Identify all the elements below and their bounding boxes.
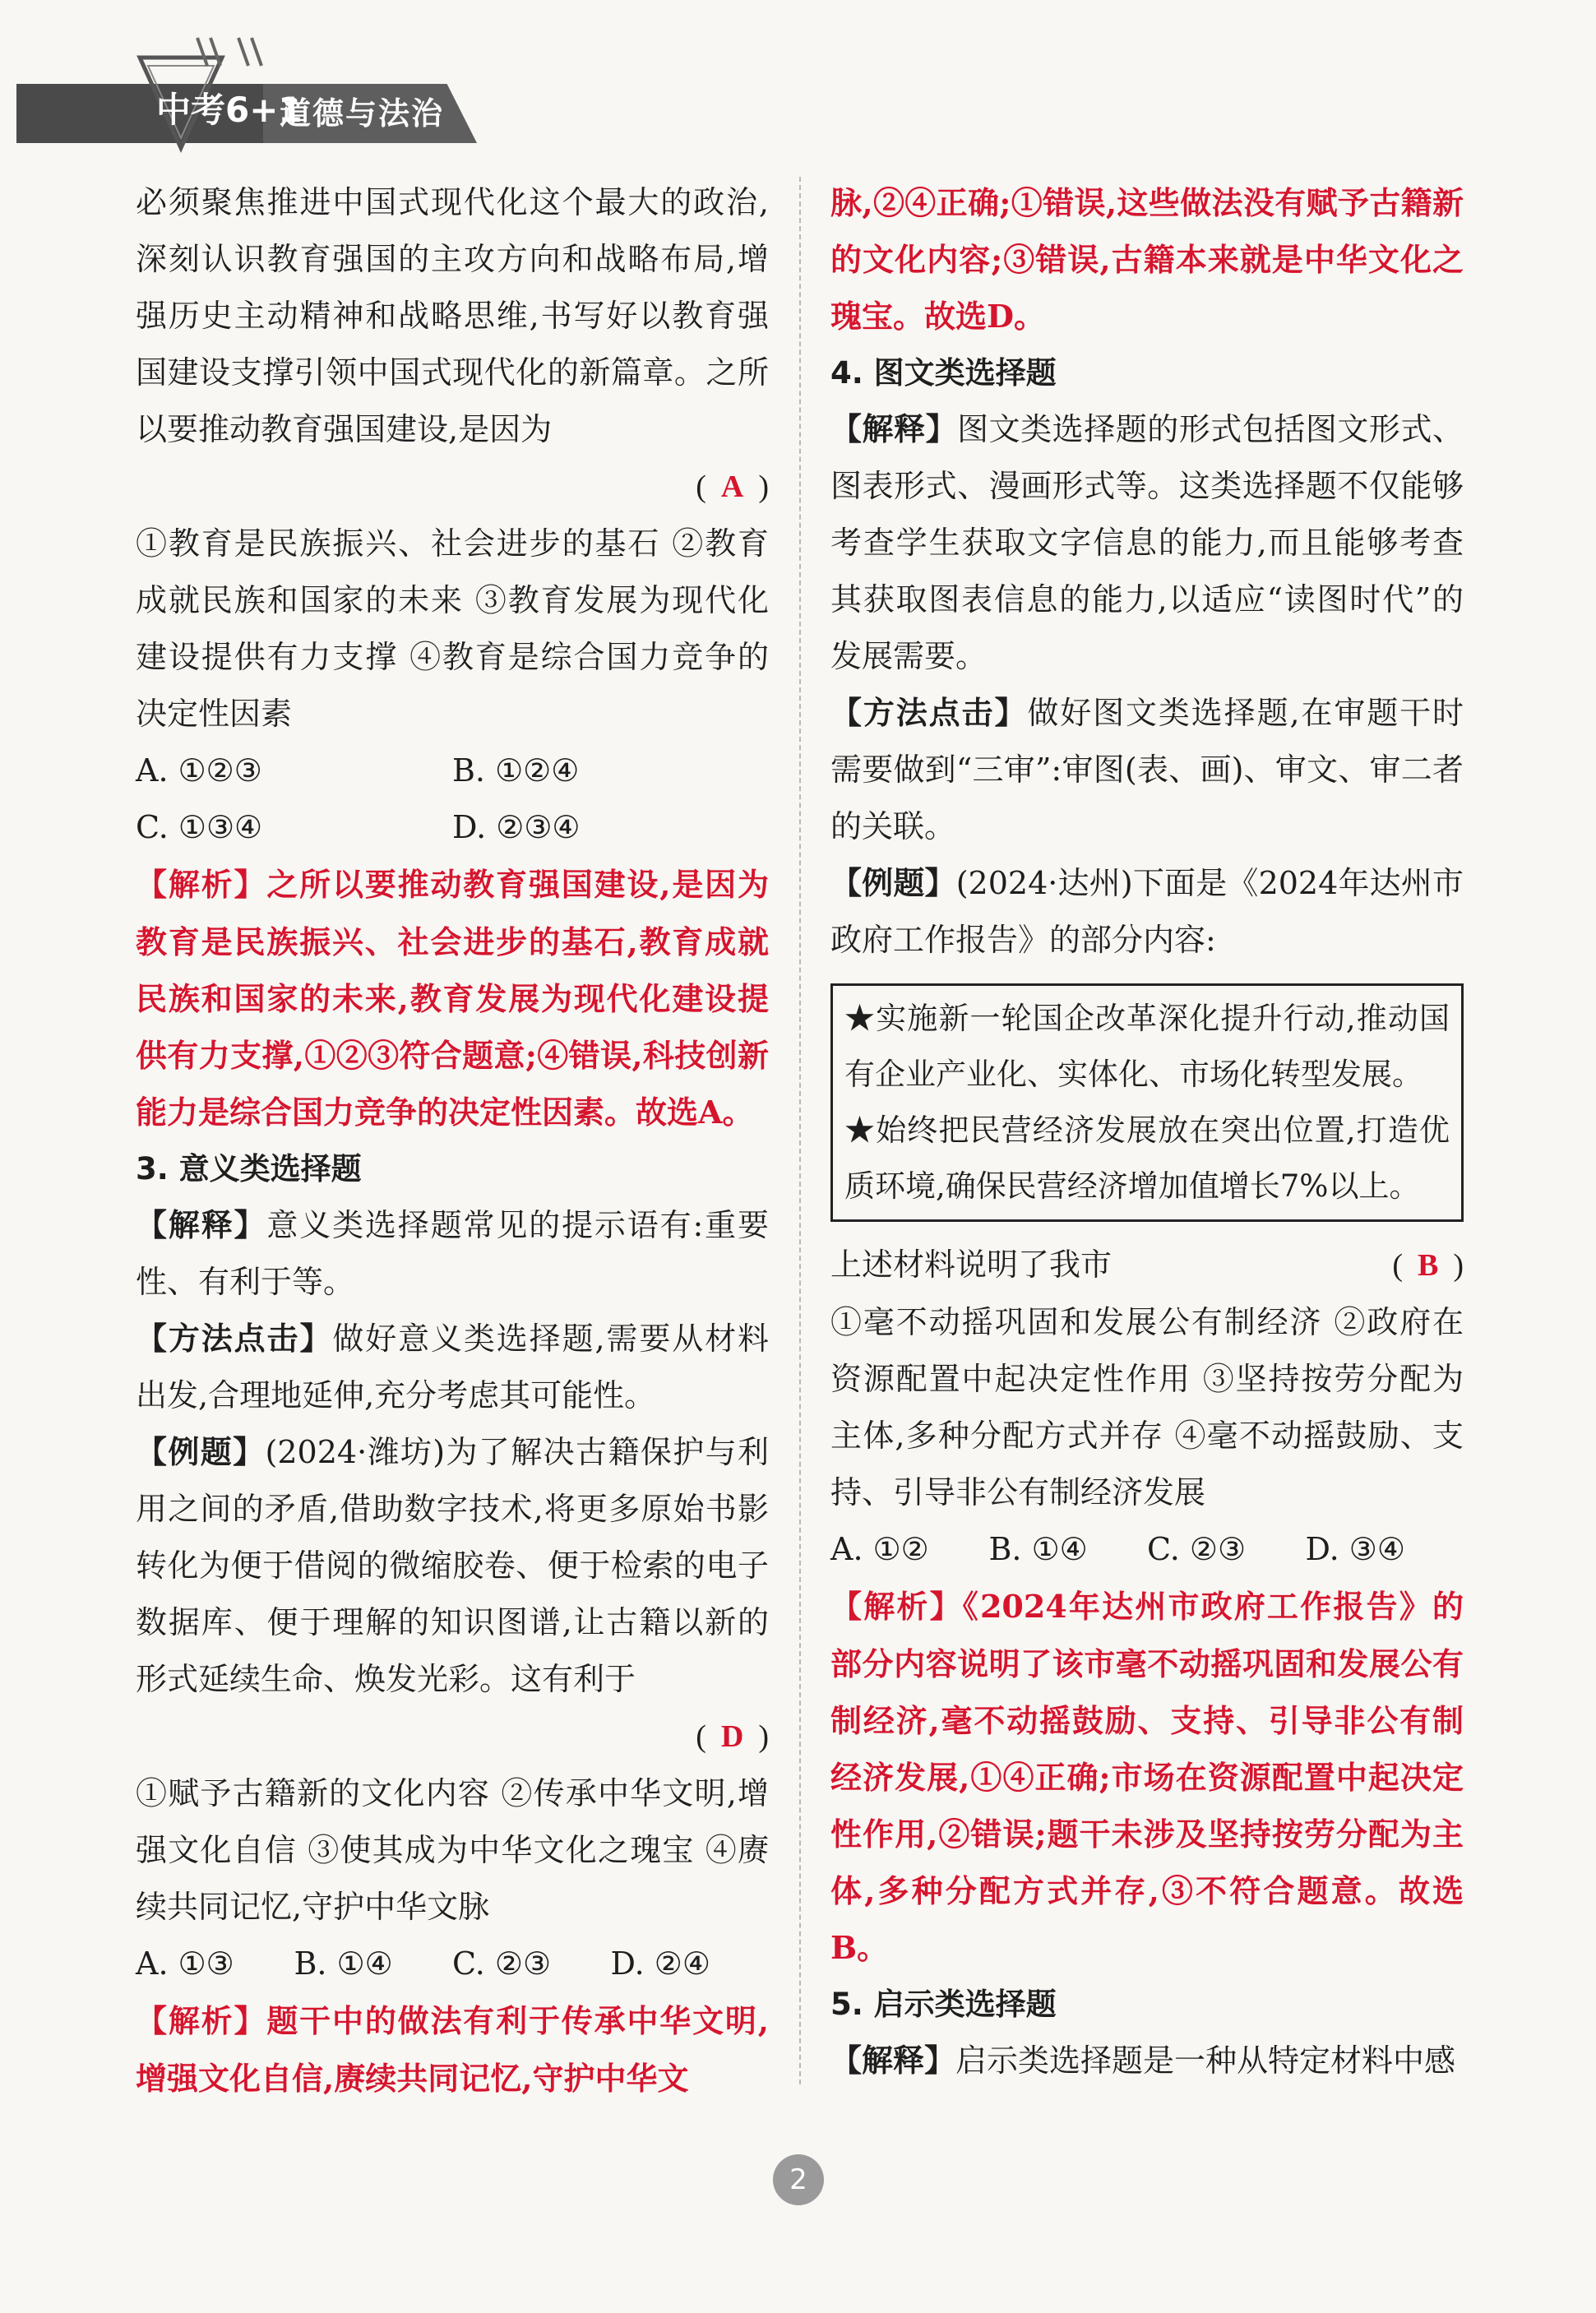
example-source: (2024·达州) xyxy=(955,865,1133,901)
example-tag: 【例题】 xyxy=(830,865,956,901)
example-tag: 【例题】 xyxy=(136,1434,266,1470)
material-item: ★实施新一轮国企改革深化提升行动,推动国有企业产业化、实体化、市场化转型发展。 xyxy=(844,1001,1450,1092)
logo-text: 中考6+1 xyxy=(156,90,303,130)
analysis-continued: 脉,②④正确;①错误,这些做法没有赋予古籍新的文化内容;③错误,古籍本来就是中华文化之瑰宝。故选D。 xyxy=(830,184,1464,335)
method-tag: 【方法点击】 xyxy=(830,695,1028,731)
page-header xyxy=(0,33,543,189)
method-tag: 【方法点击】 xyxy=(136,1321,333,1357)
answer-line: ( B ) xyxy=(1392,1237,1464,1294)
left-column xyxy=(136,174,769,2107)
example-source: (2024·潍坊) xyxy=(265,1434,446,1470)
answer-options xyxy=(830,1521,1464,1578)
subject-title: 道德与法治 xyxy=(280,95,445,132)
explain xyxy=(830,401,1464,685)
method xyxy=(136,1311,769,1424)
explain-tag: 【解释】 xyxy=(830,411,958,447)
option-d: D. ③④ xyxy=(1305,1531,1405,1567)
example xyxy=(830,855,1464,969)
answer-line: ( D ) xyxy=(696,1719,769,1754)
question-stem-line xyxy=(830,1237,1464,1294)
example-text: 下面是《2024年达州市政府工作报告》的部分内容: xyxy=(830,865,1464,958)
analysis-tag: 【解析】 xyxy=(136,2003,267,2039)
answer-options xyxy=(136,1936,769,1992)
option-a: A. ①②③ xyxy=(136,752,262,789)
option-c: C. ②③ xyxy=(452,1945,552,1982)
section-heading: 4. 图文类选择题 xyxy=(830,355,1057,391)
question-statements: ①毫不动摇巩固和发展公有制经济 ②政府在资源配置中起决定性作用 ③坚持按劳分配为主体,多种分配方式并存 ④毫不动摇鼓励、支持、引导非公有制经济发展 xyxy=(830,1304,1464,1510)
column-divider xyxy=(799,177,801,2084)
explain-tag: 【解释】 xyxy=(136,1207,267,1243)
option-b: B. ①④ xyxy=(988,1531,1088,1567)
answer-letter: B xyxy=(1417,1248,1439,1283)
right-column xyxy=(830,174,1464,2089)
answer-options xyxy=(136,799,769,856)
answer-line: ( A ) xyxy=(696,470,769,504)
section-heading: 3. 意义类选择题 xyxy=(136,1151,362,1187)
answer-options xyxy=(136,742,769,799)
analysis-tag: 【解析】 xyxy=(136,867,267,903)
analysis-text: 《2024年达州市政府工作报告》的部分内容说明了该市毫不动摇巩固和发展公有制经济,毫不动摇鼓励、支持、引导非公有制经济发展,①④正确;市场在资源配置中起决定性作用,②错误;题干未涉及坚持按劳分配为主体,多种分配方式并存,③不符合题意。故选B。 xyxy=(830,1588,1464,1966)
question-statements: ①赋予古籍新的文化内容 ②传承中华文明,增强文化自信 ③使其成为中华文化之瑰宝 ④赓续共同记忆,守护中华文脉 xyxy=(136,1775,769,1925)
option-b: B. ①④ xyxy=(294,1945,393,1982)
analysis-text: 题干中的做法有利于传承中华文明,增强文化自信,赓续共同记忆,守护中华文 xyxy=(136,2002,769,2097)
explain xyxy=(830,2033,1464,2089)
section-heading: 5. 启示类选择题 xyxy=(830,1987,1057,2022)
option-d: D. ②③④ xyxy=(452,809,581,845)
method-text: 做好图文类选择题,在审题干时需要做到“三审”:审图(表、画)、审文、审二者的关联。 xyxy=(830,695,1464,844)
option-b: B. ①②④ xyxy=(452,752,580,789)
explain-text: 图文类选择题的形式包括图文形式、图表形式、漫画形式等。这类选择题不仅能够考查学生获取文字信息的能力,而且能够考查其获取图表信息的能力,以适应“读图时代”的发展需要。 xyxy=(830,411,1464,674)
page-number: 2 xyxy=(773,2154,824,2205)
answer-letter: A xyxy=(720,470,744,504)
example xyxy=(136,1424,769,1708)
option-a: A. ①② xyxy=(830,1531,929,1567)
example-text: 为了解决古籍保护与利用之间的矛盾,借助数字技术,将更多原始书影转化为便于借阅的微缩胶卷、便于检索的电子数据库、便于理解的知识图谱,让古籍以新的形式延续生命、焕发光彩。这有利于 xyxy=(136,1434,769,1697)
option-d: D. ②④ xyxy=(610,1945,710,1982)
answer-letter: D xyxy=(720,1719,744,1754)
explain-text: 启示类选择题是一种从特定材料中感 xyxy=(955,2042,1456,2079)
analysis xyxy=(136,1992,769,2107)
question-statements: ①教育是民族振兴、社会进步的基石 ②教育成就民族和国家的未来 ③教育发展为现代化建设提供有力支撑 ④教育是综合国力竞争的决定性因素 xyxy=(136,525,769,732)
analysis-text: 之所以要推动教育强国建设,是因为教育是民族振兴、社会进步的基石,教育成就民族和国家的未来,教育发展为现代化建设提供有力支撑,①②③符合题意;④错误,科技创新能力是综合国力竞争的决定性因素。故选A。 xyxy=(136,866,769,1131)
option-c: C. ②③ xyxy=(1147,1531,1247,1567)
explain-tag: 【解释】 xyxy=(830,2042,956,2079)
option-c: C. ①③④ xyxy=(136,809,263,845)
material-box xyxy=(830,983,1464,1222)
material-item: ★始终把民营经济发展放在突出位置,打造优质环境,确保民营经济增加值增长7%以上。 xyxy=(844,1113,1450,1204)
question-stem: 上述材料说明了我市 xyxy=(830,1247,1113,1283)
analysis-tag: 【解析】 xyxy=(830,1589,963,1625)
method-text: 做好意义类选择题,需要从材料出发,合理地延伸,充分考虑其可能性。 xyxy=(136,1321,769,1413)
explain xyxy=(136,1197,769,1311)
analysis xyxy=(830,1578,1464,1976)
analysis xyxy=(136,856,769,1140)
question-stem: 必须聚焦推进中国式现代化这个最大的政治,深刻认识教育强国的主攻方向和战略布局,增强历史主动精神和战略思维,书写好以教育强国建设支撑引领中国式现代化的新篇章。之所以要推动教育强国建设,是因为 xyxy=(136,184,769,447)
explain-text: 意义类选择题常见的提示语有:重要性、有利于等。 xyxy=(136,1207,769,1300)
method xyxy=(830,685,1464,855)
option-a: A. ①③ xyxy=(136,1945,234,1982)
